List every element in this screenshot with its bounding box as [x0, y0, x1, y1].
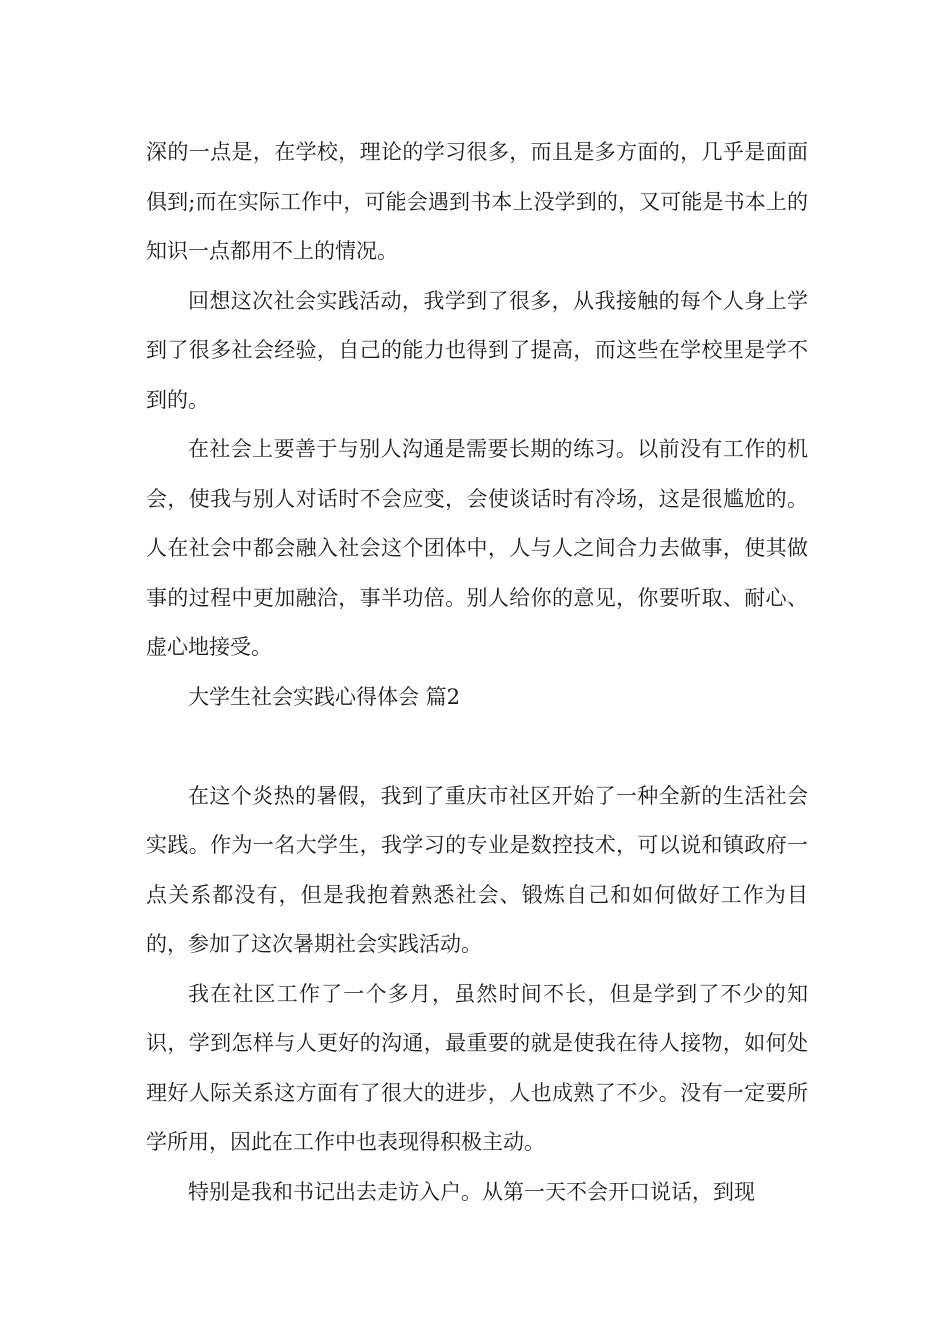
paragraph-5: 我在社区工作了一个多月，虽然时间不长，但是学到了不少的知识，学到怎样与人更好的沟通，最重要的就是使我在待人接物，如何处理好人际关系这方面有了很大的进步，人也成熟了不少。没有一定要所学所用，因此在工作中也表现得积极主动。 — [146, 981, 808, 1154]
section-title: 大学生社会实践心得体会 篇2 — [188, 684, 461, 709]
paragraph-1: 深的一点是，在学校，理论的学习很多，而且是多方面的，几乎是面面俱到;而在实际工作中，可能会遇到书本上没学到的，又可能是书本上的知识一点都用不上的情况。 — [146, 140, 808, 263]
document-body — [146, 128, 808, 1217]
paragraph-6: 特别是我和书记出去走访入户。从第一天不会开口说话，到现 — [188, 1179, 755, 1204]
paragraph-4: 在这个炎热的暑假，我到了重庆市社区开始了一种全新的生活社会实践。作为一名大学生，我学习的专业是数控技术，可以说和镇政府一点关系都没有，但是我抱着熟悉社会、锻炼自己和如何做好工作为目的，参加了这次暑期社会实践活动。 — [146, 783, 808, 956]
paragraph-2: 回想这次社会实践活动，我学到了很多，从我接触的每个人身上学到了很多社会经验，自己的能力也得到了提高，而这些在学校里是学不到的。 — [146, 288, 808, 412]
paragraph-3: 在社会上要善于与别人沟通是需要长期的练习。以前没有工作的机会，使我与别人对话时不会应变，会使谈话时有冷场，这是很尴尬的。人在社会中都会融入社会这个团体中，人与人之间合力去做事，使其做事的过程中更加融洽，事半功倍。别人给你的意见，你要听取、耐心、虚心地接受。 — [146, 437, 808, 659]
